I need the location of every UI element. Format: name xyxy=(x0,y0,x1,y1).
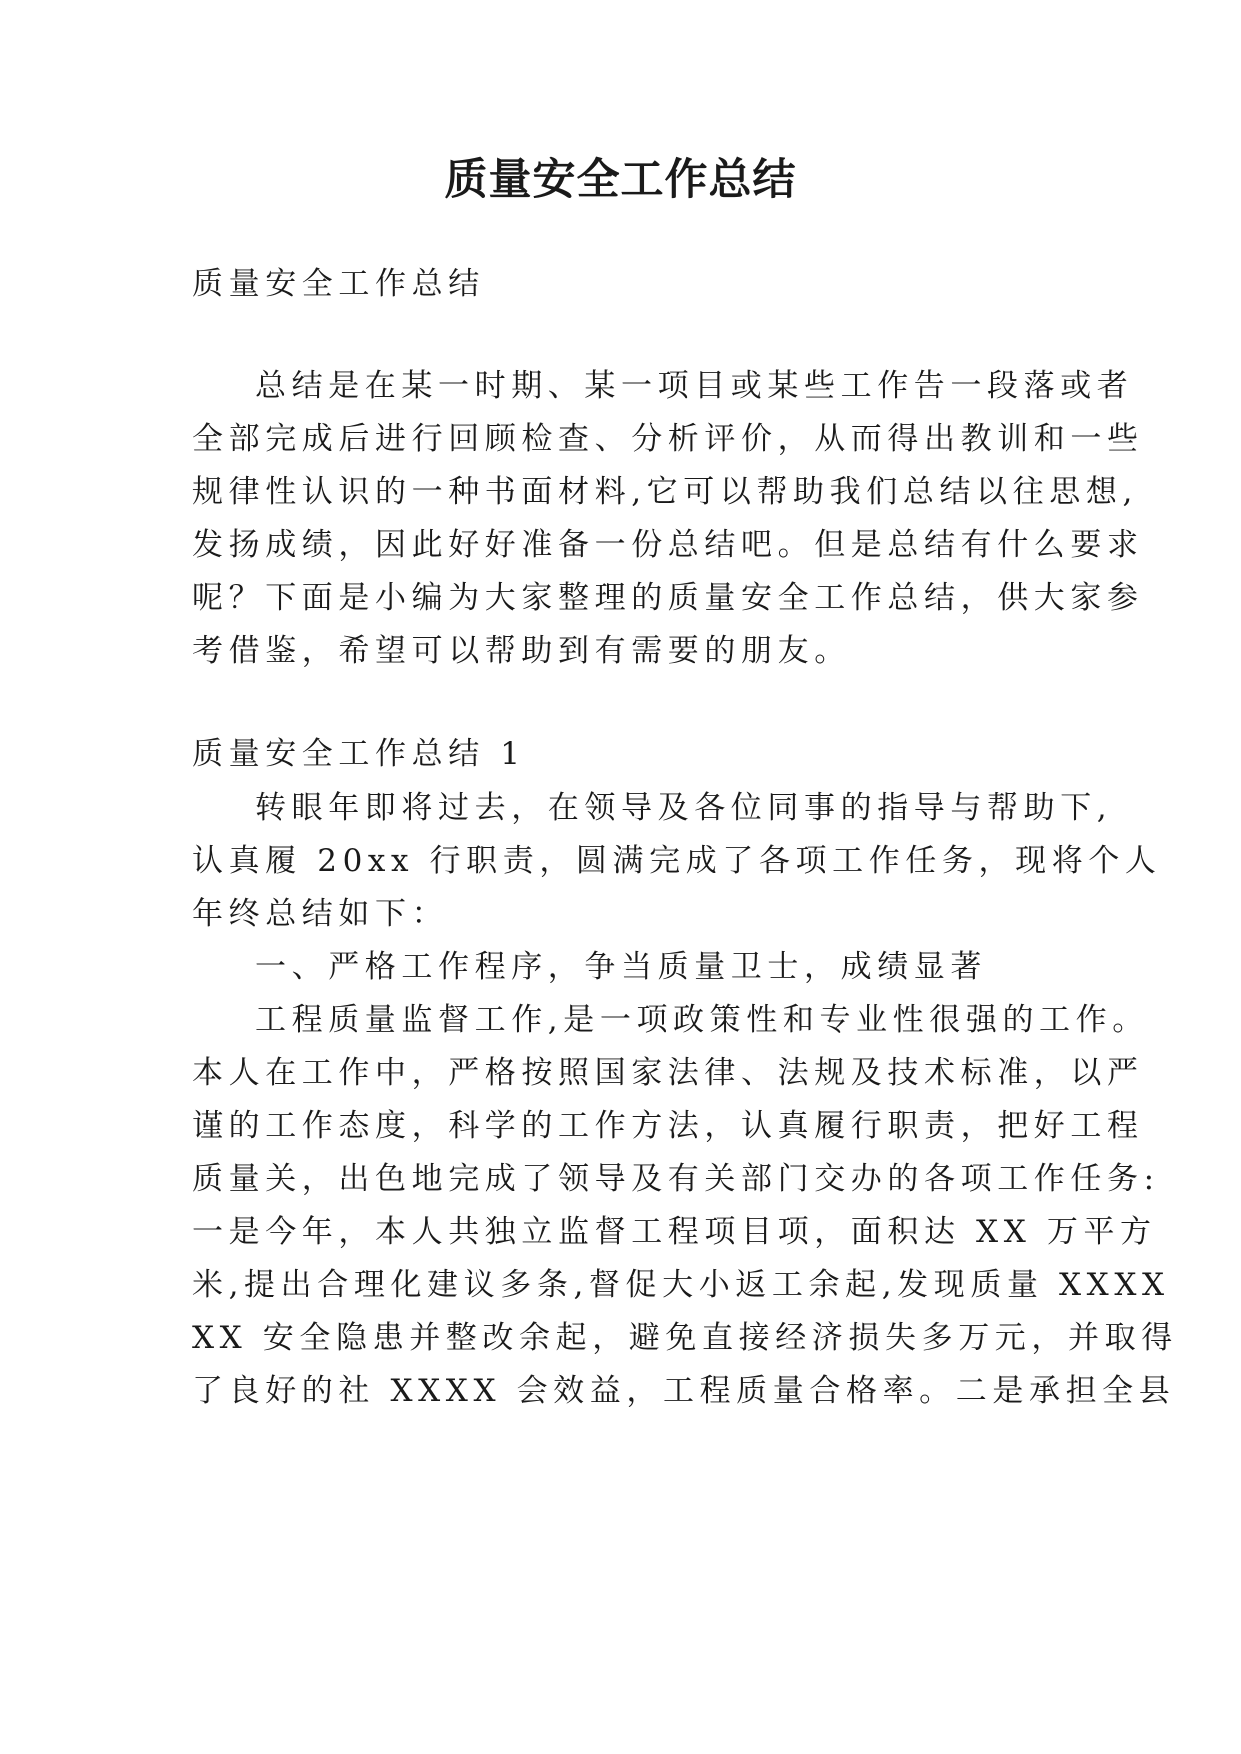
section-1-line-2: 认真履 20xx 行职责，圆满完成了各项工作任务，现将个人 xyxy=(192,843,1162,879)
item-1-heading: 一、严格工作程序，争当质量卫士，成绩显著 xyxy=(255,949,987,985)
item-1-line-4: 质量关，出色地完成了领导及有关部门交办的各项工作任务: xyxy=(192,1161,1160,1197)
intro-line-3: 规律性认识的一种书面材料,它可以帮助我们总结以往思想, xyxy=(192,474,1138,510)
item-1-line-2: 本人在工作中，严格按照国家法律、法规及技术标准，以严 xyxy=(192,1055,1144,1091)
intro-line-5: 呢？下面是小编为大家整理的质量安全工作总结，供大家参 xyxy=(192,580,1144,616)
section-1-line-1: 转眼年即将过去，在领导及各位同事的指导与帮助下, xyxy=(255,790,1113,826)
intro-line-2: 全部完成后进行回顾检查、分析评价，从而得出教训和一些 xyxy=(192,421,1144,457)
document-subtitle: 质量安全工作总结 xyxy=(192,266,485,302)
item-1-line-6: 米,提出合理化建议多条,督促大小返工余起,发现质量 XXXX xyxy=(192,1267,1170,1303)
intro-line-1: 总结是在某一时期、某一项目或某些工作告一段落或者 xyxy=(255,368,1134,404)
item-1-line-1: 工程质量监督工作,是一项政策性和专业性很强的工作。 xyxy=(255,1002,1149,1038)
item-1-line-5: 一是今年，本人共独立监督工程项目项，面积达 XX 万平方 xyxy=(192,1214,1157,1250)
item-1-line-8: 了良好的社 XXXX 会效益，工程质量合格率。二是承担全县 xyxy=(192,1373,1176,1409)
section-1-heading: 质量安全工作总结 1 xyxy=(192,736,526,772)
document-title: 质量安全工作总结 xyxy=(444,155,797,205)
intro-line-4: 发扬成绩，因此好好准备一份总结吧。但是总结有什么要求 xyxy=(192,527,1144,563)
item-1-line-7: XX 安全隐患并整改余起，避免直接经济损失多万元，并取得 xyxy=(192,1320,1178,1356)
section-1-line-3: 年终总结如下： xyxy=(192,896,449,932)
intro-line-6: 考借鉴，希望可以帮助到有需要的朋友。 xyxy=(192,633,851,669)
item-1-line-3: 谨的工作态度，科学的工作方法，认真履行职责，把好工程 xyxy=(192,1108,1144,1144)
